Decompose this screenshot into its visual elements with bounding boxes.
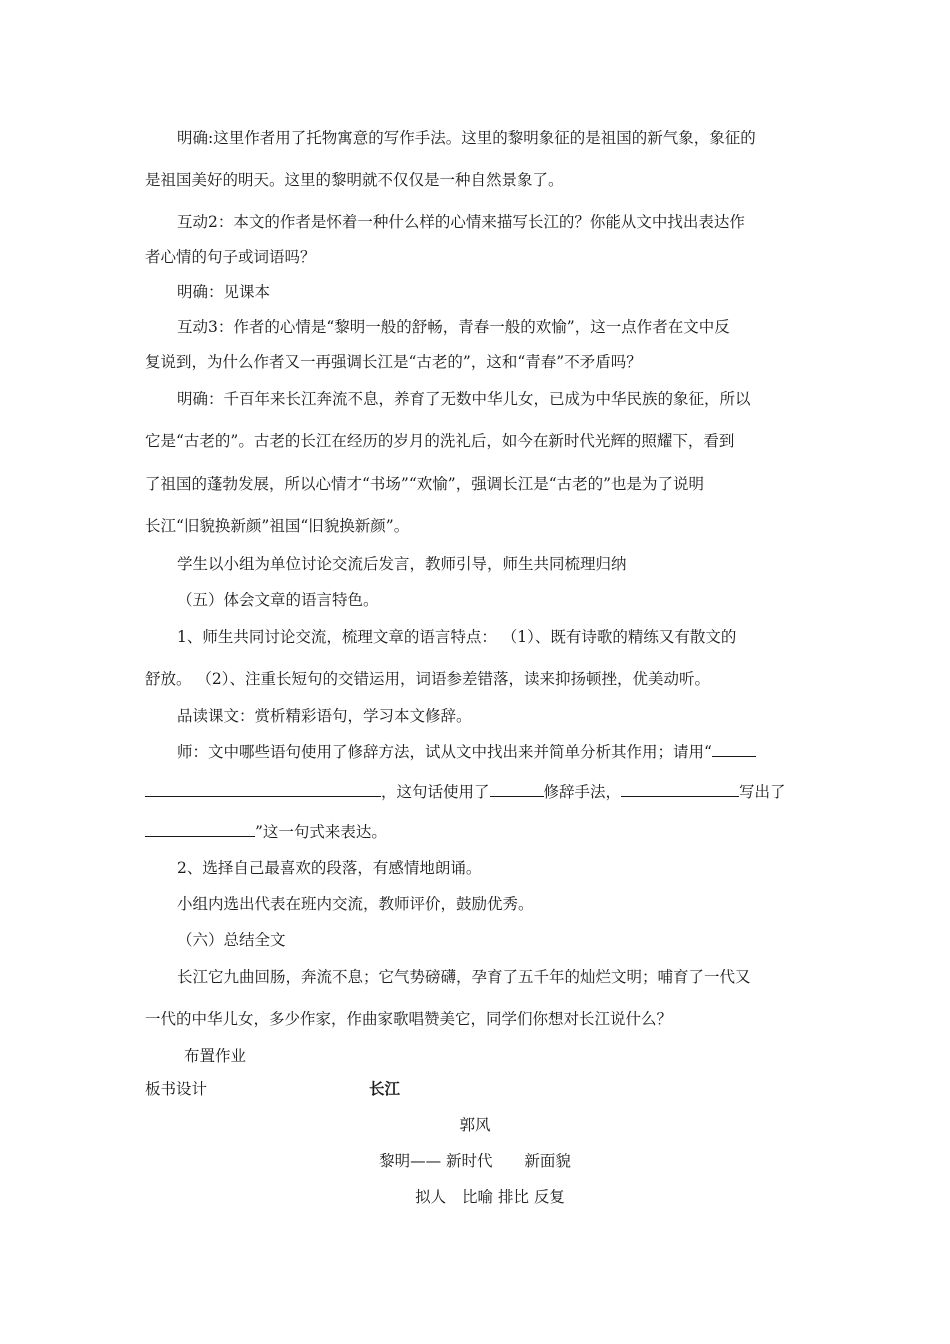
exercise-text: ，这句话使用了 [381,783,490,801]
fill-blank [621,781,739,797]
board-new-look: 新面貌 [524,1152,571,1170]
paragraph-line: 了祖国的蓬勃发展，所以心情才“书场”“欢愉”，强调长江是“古老的”也是为了说明 [145,475,705,493]
device-parallelism: 排比 [497,1188,529,1206]
paragraph-line: 它是“古老的”。古老的长江在经历的岁月的洗礼后，如今在新时代光辉的照耀下，看到 [145,432,735,450]
exercise-line [145,781,805,803]
device-metaphor: 比喻 [461,1188,493,1206]
paragraph-line: 品读课文：赏析精彩语句，学习本文修辞。 [177,707,472,725]
board-author: 郭风 [459,1116,491,1134]
paragraph-line: 1、师生共同讨论交流，梳理文章的语言特点： （1）、既有诗歌的精练又有散文的 [177,628,737,646]
board-line-dawn [0,1150,950,1172]
paragraph-line: 明确:这里作者用了托物寓意的写作手法。这里的黎明象征的是祖国的新气象，象征的 [177,129,756,147]
device-personification: 拟人 [415,1188,447,1206]
paragraph-line: 是祖国美好的明天。这里的黎明就不仅仅是一种自然景象了。 [145,171,564,189]
paragraph-line: 互动2：本文的作者是怀着一种什么样的心情来描写长江的？你能从文中找出表达作 [177,213,745,231]
board-dawn: 黎明—— [379,1152,442,1170]
board-new-era: 新时代 [446,1152,493,1170]
exercise-line [177,741,837,763]
section-heading: （六）总结全文 [177,931,286,949]
fill-blank [712,741,756,757]
device-repetition: 反复 [533,1188,565,1206]
homework-label: 布置作业 [184,1047,247,1065]
board-devices [0,1186,950,1208]
paragraph-line: 一代的中华儿女，多少作家，作曲家歌唱赞美它，同学们你想对长江说什么？ [145,1010,673,1028]
paragraph-line: 舒放。 （2）、注重长短句的交错运用，词语参差错落，读来抑扬顿挫，优美动听。 [145,670,711,688]
fill-blank [145,821,255,837]
section-heading: （五）体会文章的语言特色。 [177,591,379,609]
paragraph-line: 长江它九曲回肠，奔流不息；它气势磅礴，孕育了五千年的灿烂文明；哺育了一代又 [177,968,751,986]
paragraph-line: 长江“旧貌换新颜”祖国“旧貌换新颜”。 [145,517,410,535]
paragraph-line: 小组内选出代表在班内交流，教师评价，鼓励优秀。 [177,895,534,913]
exercise-text: ”这一句式来表达。 [255,823,387,841]
board-design-label: 板书设计 [145,1080,208,1098]
exercise-text: 修辞手法， [543,783,622,801]
exercise-line [145,821,805,843]
board-title: 长江 [369,1079,401,1098]
exercise-text: 师：文中哪些语句使用了修辞方法，试从文中找出来并简单分析其作用；请用“ [177,743,712,761]
paragraph-line: 明确：见课本 [177,283,271,301]
paragraph-line: 互动3：作者的心情是“黎明一般的舒畅，青春一般的欢愉”，这一点作者在文中反 [177,318,730,336]
paragraph-line: 明确：千百年来长江奔流不息，养育了无数中华儿女，已成为中华民族的象征，所以 [177,390,751,408]
paragraph-line: 学生以小组为单位讨论交流后发言，教师引导，师生共同梳理归纳 [177,555,627,573]
paragraph-line: 复说到，为什么作者又一再强调长江是“古老的”，这和“青春”不矛盾吗？ [145,353,642,371]
paragraph-line: 2、选择自己最喜欢的段落，有感情地朗诵。 [177,859,482,877]
exercise-text: 写出了 [739,783,786,801]
paragraph-line: 者心情的句子或词语吗？ [145,248,316,266]
fill-blank [145,781,381,797]
fill-blank [490,781,544,797]
